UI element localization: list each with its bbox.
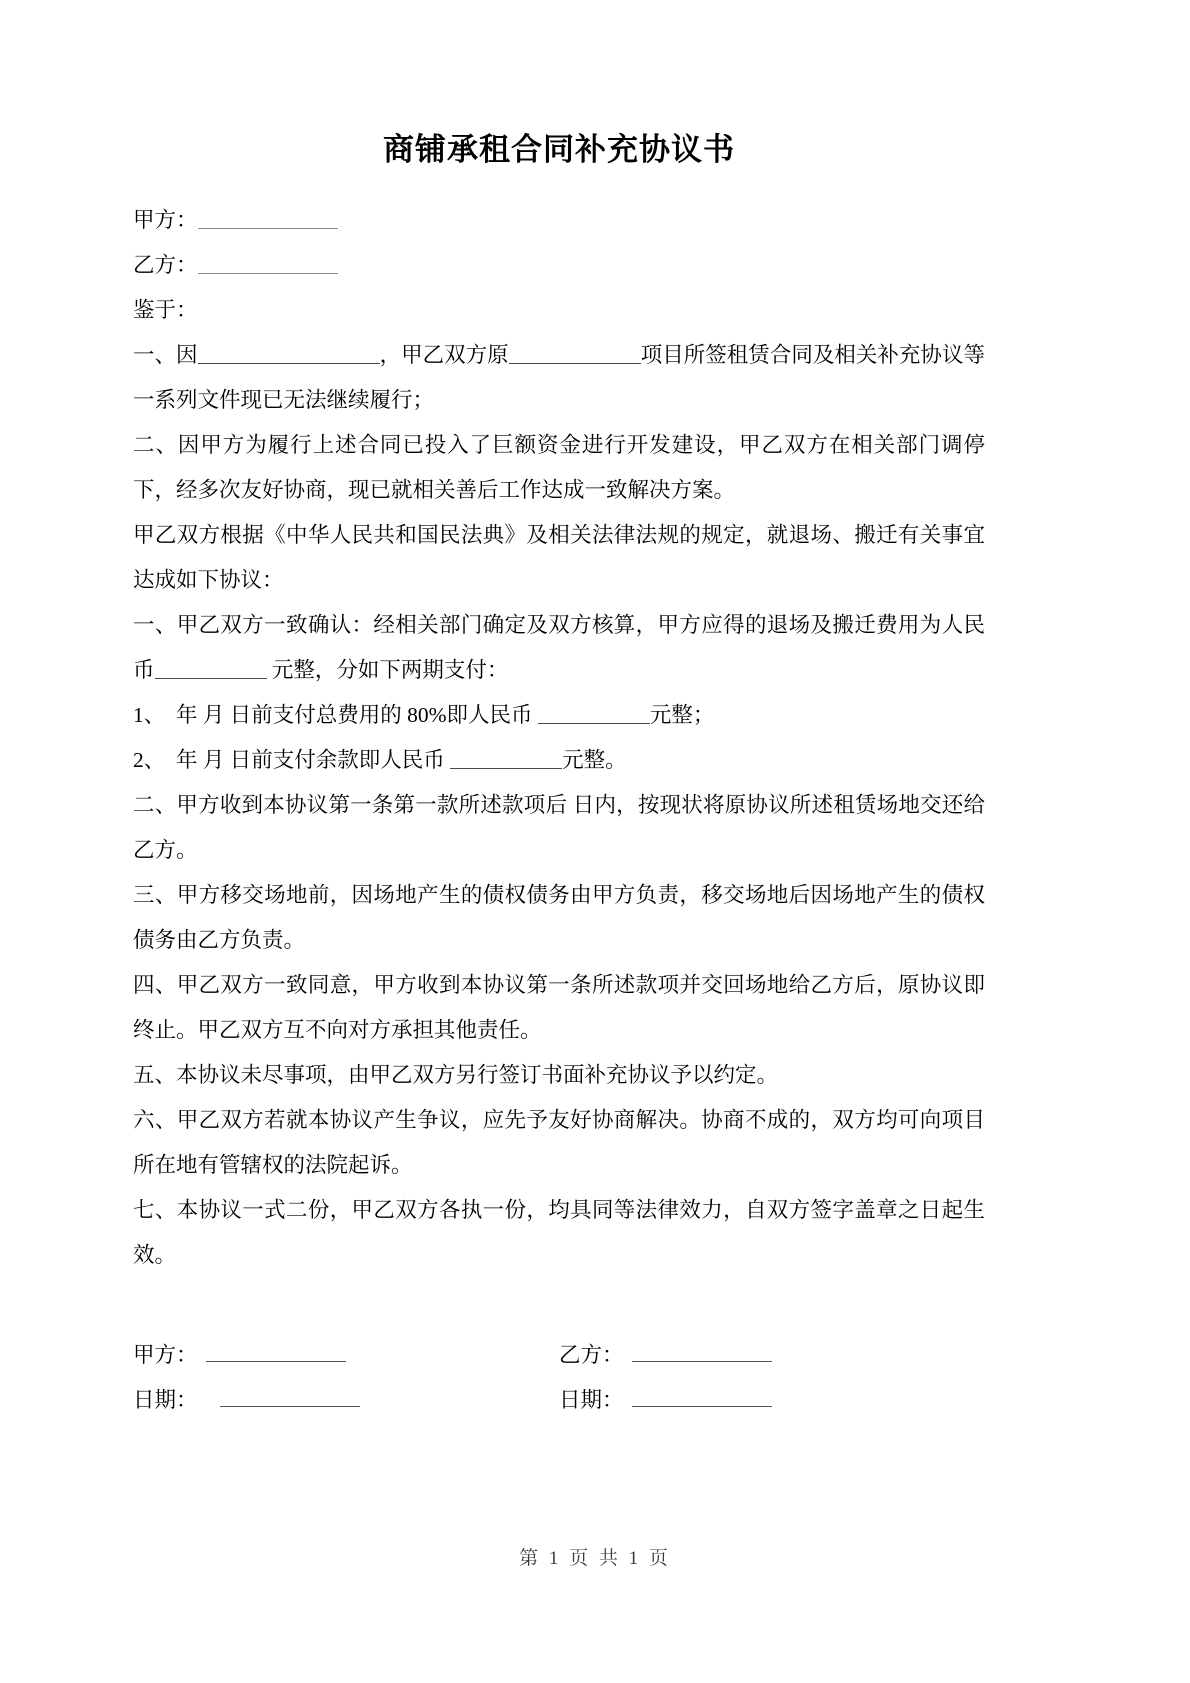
signature-party-a-input[interactable] (206, 1339, 346, 1363)
signature-date-b (559, 1378, 985, 1423)
field-party-b (133, 243, 985, 288)
clause-4: 四、甲乙双方一致同意，甲方收到本协议第一条所述款项并交回场地给乙方后，原协议即终止。甲乙双方互不向对方承担其他责任。 (133, 973, 985, 1043)
clause-1-item-1-blank-amount[interactable] (538, 701, 650, 725)
field-party-b-input[interactable] (198, 251, 338, 275)
recital-1 (133, 333, 985, 423)
clause-1-item-1-text-1: 1、 年 月 日前支付总费用的 80%即人民币 (133, 703, 538, 728)
page-title: 商铺承租合同补充协议书 (383, 132, 735, 167)
clause-1-item-2-text-2: 元整。 (562, 748, 627, 773)
clause-1-item-2-text-1: 2、 年 月 日前支付余款即人民币 (133, 748, 451, 773)
signature-block (133, 1333, 985, 1423)
signature-date-a-label: 日期： (133, 1388, 198, 1413)
clause-1-item-1 (133, 693, 985, 738)
clause-2: 二、甲方收到本协议第一条第一款所述款项后 日内，按现状将原协议所述租赁场地交还给乙方。 (133, 793, 985, 863)
field-party-a (133, 198, 985, 243)
recital-1-text-1: 一、因 (133, 343, 198, 368)
clause-6: 六、甲乙双方若就本协议产生争议，应先予友好协商解决。协商不成的，双方均可向项目所在地有管辖权的法院起诉。 (133, 1108, 985, 1178)
recital-1-text-3: 项目所签租赁合同及相关补充协议等一系列文件现已无法继续履行； (133, 343, 985, 413)
recital-1-text-2: ，甲乙双方原 (379, 343, 509, 368)
signature-date-a (133, 1378, 559, 1423)
recital-2: 二、因甲方为履行上述合同已投入了巨额资金进行开发建设，甲乙双方在相关部门调停下，经多次友好协商，现已就相关善后工作达成一致解决方案。 (133, 433, 985, 503)
signature-party-b (559, 1333, 985, 1378)
recital-1-blank-reason[interactable] (198, 341, 380, 365)
clause-1 (133, 603, 985, 693)
signature-row-parties (133, 1333, 985, 1378)
preamble-label: 鉴于： (133, 298, 198, 323)
clause-5: 五、本协议未尽事项，由甲乙双方另行签订书面补充协议予以约定。 (133, 1063, 779, 1088)
signature-date-a-input[interactable] (220, 1384, 360, 1408)
clause-1-item-2-blank-amount[interactable] (450, 746, 562, 770)
signature-date-b-input[interactable] (632, 1384, 772, 1408)
recital-basis: 甲乙双方根据《中华人民共和国民法典》及相关法律法规的规定，就退场、搬迁有关事宜达成如下协议： (133, 523, 985, 593)
recital-1-blank-project[interactable] (509, 341, 641, 365)
signature-party-b-input[interactable] (632, 1339, 772, 1363)
field-party-a-input[interactable] (198, 206, 338, 230)
clause-1-text-2: 元整，分如下两期支付： (266, 658, 509, 683)
clause-1-item-1-text-2: 元整； (649, 703, 715, 728)
clause-1-text-1: 一、甲乙双方一致确认：经相关部门确定及双方核算，甲方应得的退场及搬迁费用为人民币 (133, 613, 985, 683)
clause-3: 三、甲方移交场地前，因场地产生的债权债务由甲方负责，移交场地后因场地产生的债权债务由乙方负责。 (133, 883, 985, 953)
signature-row-dates (133, 1378, 985, 1423)
field-party-a-label: 甲方： (133, 208, 198, 233)
clause-1-blank-amount[interactable] (155, 656, 267, 680)
signature-party-b-label: 乙方： (559, 1343, 624, 1368)
signature-party-a-label: 甲方： (133, 1343, 198, 1368)
clause-1-item-2 (133, 738, 985, 783)
page-footer: 第 1 页 共 1 页 (519, 1548, 671, 1569)
field-party-b-label: 乙方： (133, 253, 198, 278)
signature-date-b-label: 日期： (559, 1388, 624, 1413)
clause-7: 七、本协议一式二份，甲乙双方各执一份，均具同等法律效力，自双方签字盖章之日起生效。 (133, 1198, 985, 1268)
signature-party-a (133, 1333, 559, 1378)
document-body (133, 0, 985, 1423)
